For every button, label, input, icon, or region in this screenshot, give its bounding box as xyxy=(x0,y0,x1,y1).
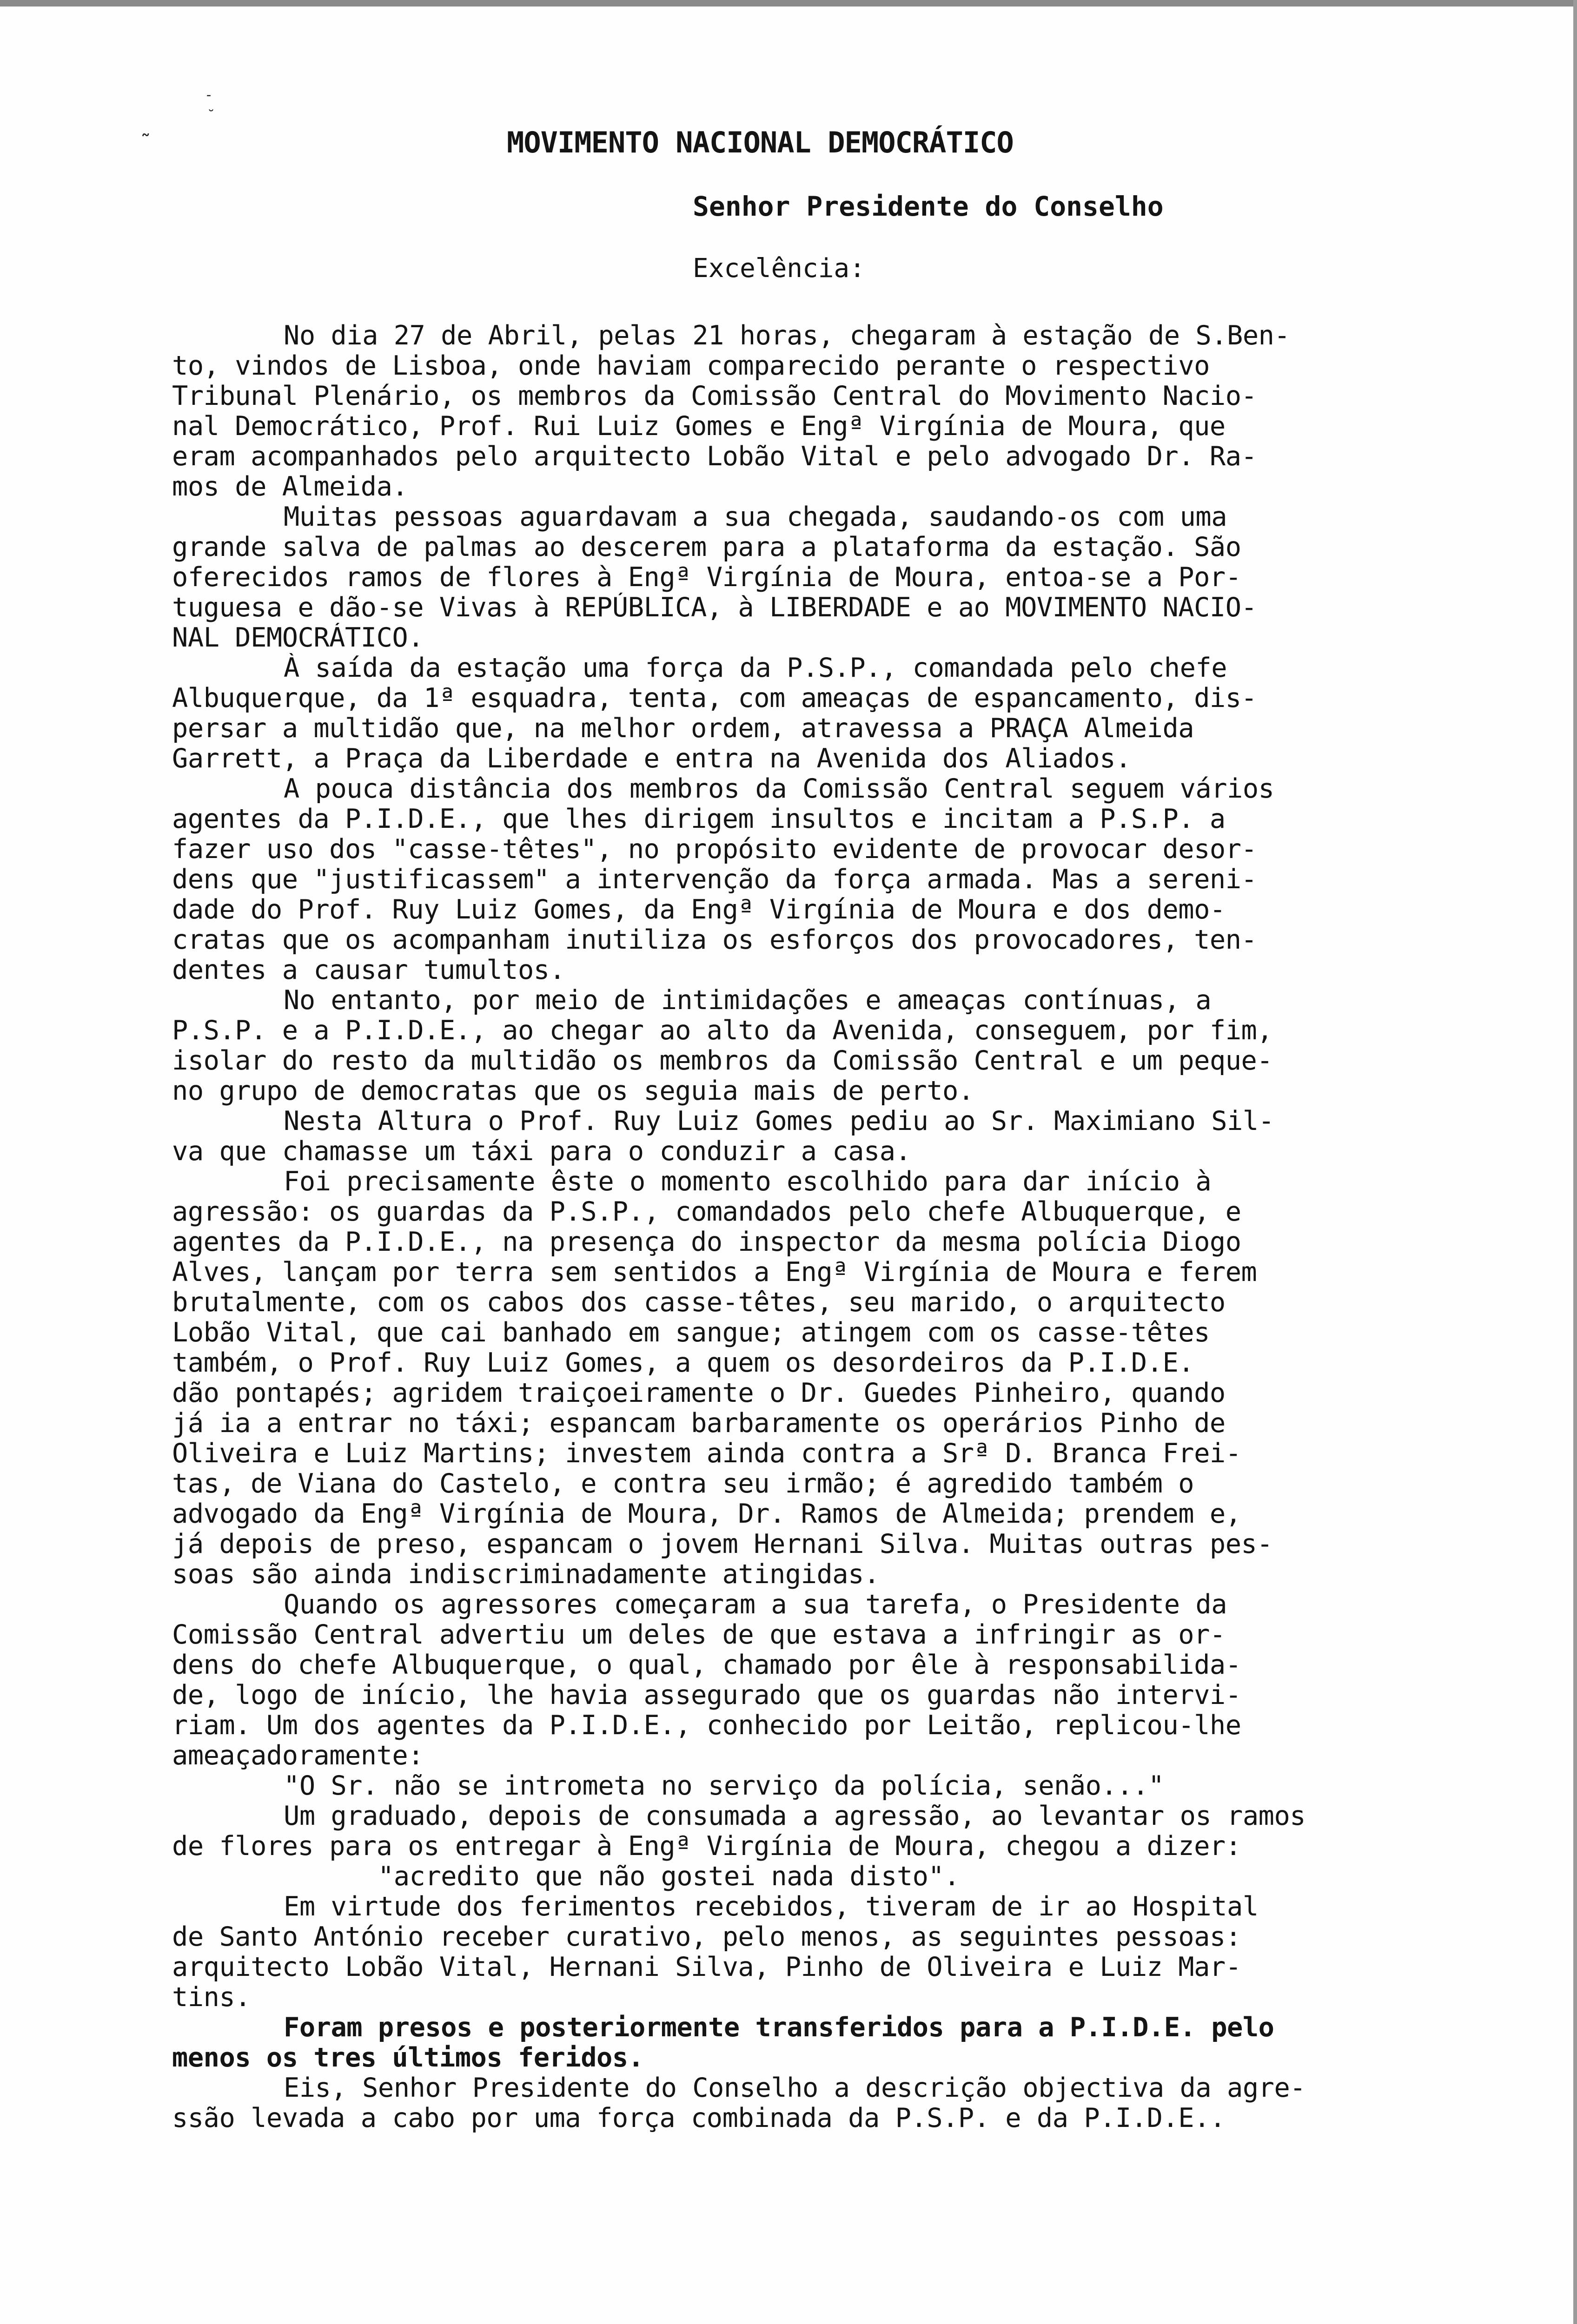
body-line: de Santo António receber curativo, pelo menos, as seguintes pessoas: xyxy=(172,1922,1241,1952)
body-line: fazer uso dos "casse-têtes", no propósito evidente de provocar desor- xyxy=(172,834,1257,865)
document-title: MOVIMENTO NACIONAL DEMOCRÁTICO xyxy=(507,125,1014,159)
body-line: dentes a causar tumultos. xyxy=(172,955,565,985)
body-line: A pouca distância dos membros da Comissão Central seguem vários xyxy=(284,774,1274,804)
body-line: arquitecto Lobão Vital, Hernani Silva, Pinho de Oliveira e Luiz Mar- xyxy=(172,1952,1241,1982)
body-line: to, vindos de Lisboa, onde haviam comparecido perante o respectivo xyxy=(172,351,1210,381)
body-line: riam. Um dos agentes da P.I.D.E., conhecido por Leitão, replicou-lhe xyxy=(172,1710,1241,1741)
body-line: No entanto, por meio de intimidações e ameaças contínuas, a xyxy=(284,985,1212,1016)
body-line: já depois de preso, espancam o jovem Hernani Silva. Muitas outras pes- xyxy=(172,1529,1273,1559)
body-line: agentes da P.I.D.E., que lhes dirigem insultos e incitam a P.S.P. a xyxy=(172,804,1226,834)
body-line: Eis, Senhor Presidente do Conselho a descrição objectiva da agre- xyxy=(284,2073,1306,2103)
body-line: P.S.P. e a P.I.D.E., ao chegar ao alto da Avenida, conseguem, por fim, xyxy=(172,1016,1273,1046)
body-line: dão pontapés; agridem traiçoeiramente o Dr. Guedes Pinheiro, quando xyxy=(172,1378,1226,1408)
body-line: dens que "justificassem" a intervenção da força armada. Mas a sereni- xyxy=(172,865,1257,895)
body-line: "acredito que não gostei nada disto". xyxy=(284,1862,960,1892)
scan-right-edge xyxy=(1573,0,1577,2324)
body-line: "O Sr. não se intrometa no serviço da polícia, senão..." xyxy=(284,1771,1164,1801)
body-line: tas, de Viana do Castelo, e contra seu irmão; é agredido também o xyxy=(172,1469,1194,1499)
body-line: tins. xyxy=(172,1982,251,2013)
body-line: ssão levada a cabo por uma força combinada da P.S.P. e da P.I.D.E.. xyxy=(172,2103,1226,2133)
body-line: Foram presos e posteriormente transferidos para a P.I.D.E. pelo xyxy=(284,2013,1274,2043)
body-line: Em virtude dos ferimentos recebidos, tiveram de ir ao Hospital xyxy=(284,1892,1259,1922)
body-line: Nesta Altura o Prof. Ruy Luiz Gomes pediu ao Sr. Maximiano Sil- xyxy=(284,1106,1274,1136)
body-line: já ia a entrar no táxi; espancam barbaramente os operários Pinho de xyxy=(172,1408,1226,1439)
body-line: de, logo de início, lhe havia assegurado que os guardas não intervi- xyxy=(172,1680,1241,1710)
body-line: agressão: os guardas da P.S.P., comandados pelo chefe Albuquerque, e xyxy=(172,1197,1241,1227)
greeting: Excelência: xyxy=(693,253,865,284)
ink-speck: ˘ xyxy=(207,108,216,124)
body-line: tuguesa e dão-se Vivas à REPÚBLICA, à LIBERDADE e ao MOVIMENTO NACIO- xyxy=(172,593,1257,623)
body-line: oferecidos ramos de flores à Engª Virgínia de Moura, entoa-se a Por- xyxy=(172,562,1241,593)
body-line: Garrett, a Praça da Liberdade e entra na Avenida dos Aliados. xyxy=(172,744,1131,774)
body-line: À saída da estação uma força da P.S.P., comandada pelo chefe xyxy=(284,653,1227,683)
body-line: menos os tres últimos feridos. xyxy=(172,2043,644,2073)
body-line: Alves, lançam por terra sem sentidos a Engª Virgínia de Moura e ferem xyxy=(172,1257,1257,1287)
body-line: persar a multidão que, na melhor ordem, atravessa a PRAÇA Almeida xyxy=(172,713,1194,744)
body-line: Muitas pessoas aguardavam a sua chegada, saudando-os com uma xyxy=(284,502,1227,532)
body-line: isolar do resto da multidão os membros da Comissão Central e um peque- xyxy=(172,1046,1273,1076)
body-line: Comissão Central advertiu um deles de que estava a infringir as or- xyxy=(172,1620,1226,1650)
body-line: dade do Prof. Ruy Luiz Gomes, da Engª Virgínia de Moura e dos demo- xyxy=(172,895,1226,925)
body-line: de flores para os entregar à Engª Virgínia de Moura, chegou a dizer: xyxy=(172,1831,1241,1862)
ink-speck: - xyxy=(205,87,213,103)
body-line: brutalmente, com os cabos dos casse-têtes, seu marido, o arquitecto xyxy=(172,1287,1226,1318)
body-line: Oliveira e Luiz Martins; investem ainda contra a Srª D. Branca Frei- xyxy=(172,1439,1241,1469)
body-line: Tribunal Plenário, os membros da Comissão Central do Movimento Nacio- xyxy=(172,381,1257,411)
body-line: também, o Prof. Ruy Luiz Gomes, a quem os desordeiros da P.I.D.E. xyxy=(172,1348,1194,1378)
body-line: eram acompanhados pelo arquitecto Lobão Vital e pelo advogado Dr. Ra- xyxy=(172,442,1257,472)
body-line: Albuquerque, da 1ª esquadra, tenta, com ameaças de espancamento, dis- xyxy=(172,683,1257,713)
body-line: grande salva de palmas ao descerem para a plataforma da estação. São xyxy=(172,532,1241,562)
scan-top-edge xyxy=(0,0,1577,7)
ink-speck: ˜ xyxy=(139,131,152,154)
body-line: Lobão Vital, que cai banhado em sangue; atingem com os casse-têtes xyxy=(172,1318,1210,1348)
body-line: Um graduado, depois de consumada a agressão, ao levantar os ramos xyxy=(284,1801,1306,1831)
body-line: Foi precisamente êste o momento escolhido para dar início à xyxy=(284,1167,1212,1197)
letter-body xyxy=(172,321,1446,2133)
body-line: dens do chefe Albuquerque, o qual, chamado por êle à responsabilida- xyxy=(172,1650,1241,1680)
body-line: No dia 27 de Abril, pelas 21 horas, chegaram à estação de S.Ben- xyxy=(284,321,1290,351)
body-line: nal Democrático, Prof. Rui Luiz Gomes e Engª Virgínia de Moura, que xyxy=(172,411,1226,442)
body-line: agentes da P.I.D.E., na presença do inspector da mesma polícia Diogo xyxy=(172,1227,1241,1257)
body-line: advogado da Engª Virgínia de Moura, Dr. Ramos de Almeida; prendem e, xyxy=(172,1499,1241,1529)
body-line: Quando os agressores começaram a sua tarefa, o Presidente da xyxy=(284,1590,1227,1620)
body-line: cratas que os acompanham inutiliza os esforços dos provocadores, ten- xyxy=(172,925,1257,955)
body-line: soas são ainda indiscriminadamente atingidas. xyxy=(172,1559,880,1590)
body-line: mos de Almeida. xyxy=(172,472,408,502)
body-line: no grupo de democratas que os seguia mais de perto. xyxy=(172,1076,974,1106)
body-line: va que chamasse um táxi para o conduzir a casa. xyxy=(172,1136,911,1167)
salutation: Senhor Presidente do Conselho xyxy=(693,191,1164,222)
body-line: ameaçadoramente: xyxy=(172,1741,424,1771)
body-line: NAL DEMOCRÁTICO. xyxy=(172,623,424,653)
